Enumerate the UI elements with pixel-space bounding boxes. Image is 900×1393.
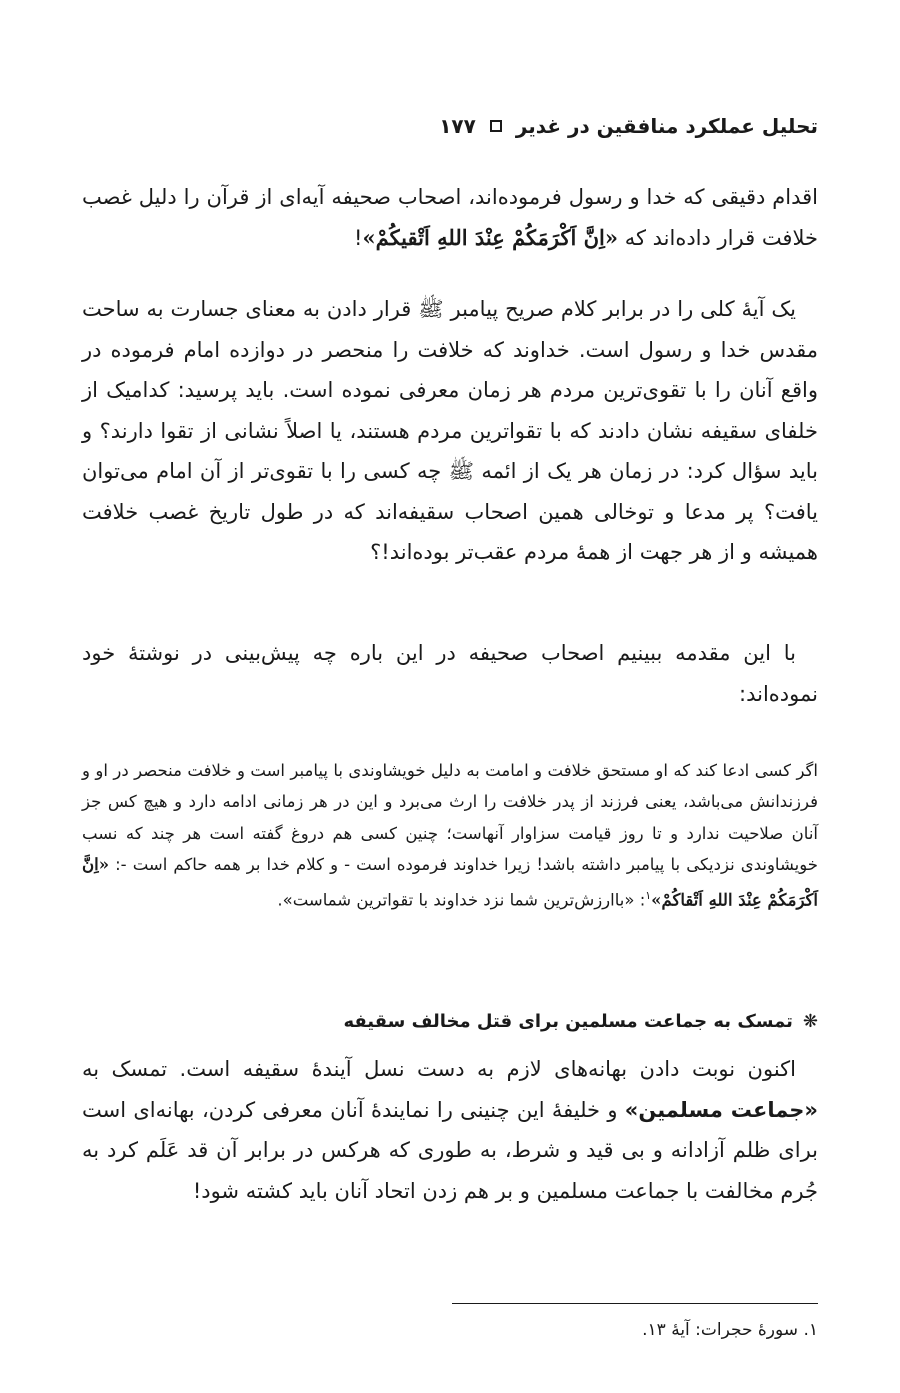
paragraph-2 bbox=[82, 289, 818, 573]
running-header bbox=[82, 114, 818, 138]
section-heading bbox=[82, 1011, 818, 1032]
footnote-divider bbox=[452, 1303, 818, 1304]
paragraph-1-text: اقدام دقیقی که خدا و رسول فرموده‌اند، اصحاب صحیفه آیه‌ای از قرآن را دلیل غصب خلافت قرار داده‌اند که bbox=[82, 185, 818, 250]
paragraph-1 bbox=[82, 177, 818, 258]
paragraph-2-text: یک آیهٔ کلی را در برابر کلام صریح پیامبر ﷺ قرار دادن به معنای جسارت به ساحت مقدس خدا و رسول است. خداوند که خلافت را منحصر در دوازده امام فرموده در واقع آنان را با تقوی‌ترین مردم هر زمان معرفی نموده است. باید پرسید: کدامیک از خلفای سقیفه نشان دادند که با تقواترین مردم هستند، یا اصلاً نشانی از تقوا دارند؟ و باید سؤال کرد: در زمان هر یک از ائمه ﷺ چه کسی را با تقوی‌تر از آن امام می‌توان یافت؟ پر مدعا و توخالی همین اصحاب سقیفه‌اند که در طول تاریخ غصب خلافت همیشه و از هر جهت از همهٔ مردم عقب‌تر بوده‌اند!؟ bbox=[82, 297, 818, 564]
paragraph-4-bold: «جماعت مسلمین» bbox=[624, 1097, 818, 1122]
paragraph-4 bbox=[82, 1049, 818, 1211]
quote-verse: «اِنَّ اَکْرَمَکُمْ عِنْدَ اللهِ اَتْقاکُمْ» bbox=[82, 854, 818, 910]
paragraph-1-end: ! bbox=[354, 225, 363, 250]
page-number: ۱۷۷ bbox=[439, 114, 476, 138]
star-bullet-icon: ❋ bbox=[802, 1011, 818, 1032]
footnote: ۱. سورهٔ حجرات: آیهٔ ۱۳. bbox=[642, 1320, 818, 1340]
section-heading-text: تمسک به جماعت مسلمین برای قتل مخالف سقیفه bbox=[343, 1011, 793, 1032]
footnote-reference[interactable]: ۱ bbox=[645, 889, 652, 903]
quote-text: اگر کسی ادعا کند که او مستحق خلافت و امامت به دلیل خویشاوندی با پیامبر است و خلافت منحصر در او و فرزندانش می‌باشد، یعنی فرزند از پدر خلافت را ارث می‌برد و این در هر زمانی ادامه دارد و هیچ کس جز آنان صلاحیت ندارد و تا روز قیامت سزاوار آنهاست؛ چنین کسی هم دروغ گفته است هر چند که نسب خویشاوندی نزدیکی با پیامبر داشته باشد! زیرا خداوند فرموده است - و کلام خدا بر همه حاکم است -: bbox=[82, 761, 818, 874]
paragraph-3 bbox=[82, 633, 818, 714]
header-title: تحلیل عملکرد منافقین در غدیر bbox=[515, 114, 818, 138]
paragraph-4-text-start: اکنون نوبت دادن بهانه‌های لازم به دست نسل آیندهٔ سقیفه است. تمسک به bbox=[82, 1057, 796, 1081]
paragraph-4-text-end: و خلیفهٔ این چنینی را نمایندهٔ آنان معرفی کردن، بهانه‌ای است برای ظلم آزادانه و بی قید و شرط، به طوری که هرکس در برابر آن قد عَلَم کرد به جُرم مخالفت با جماعت مسلمین و بر هم زدن اتحاد آنان باید کشته شود! bbox=[82, 1097, 818, 1203]
paragraph-1-verse: «اِنَّ اَکْرَمَکُمْ عِنْدَ اللهِ اَتْقیکُمْ» bbox=[362, 224, 619, 250]
paragraph-3-text: با این مقدمه ببینیم اصحاب صحیفه در این باره چه پیش‌بینی در نوشتهٔ خود نموده‌اند: bbox=[82, 641, 818, 706]
header-separator-square-icon bbox=[490, 120, 502, 132]
quote-translation: : «باارزش‌ترین شما نزد خداوند با تقواترین شماست». bbox=[277, 890, 646, 910]
quoted-passage bbox=[82, 755, 818, 916]
